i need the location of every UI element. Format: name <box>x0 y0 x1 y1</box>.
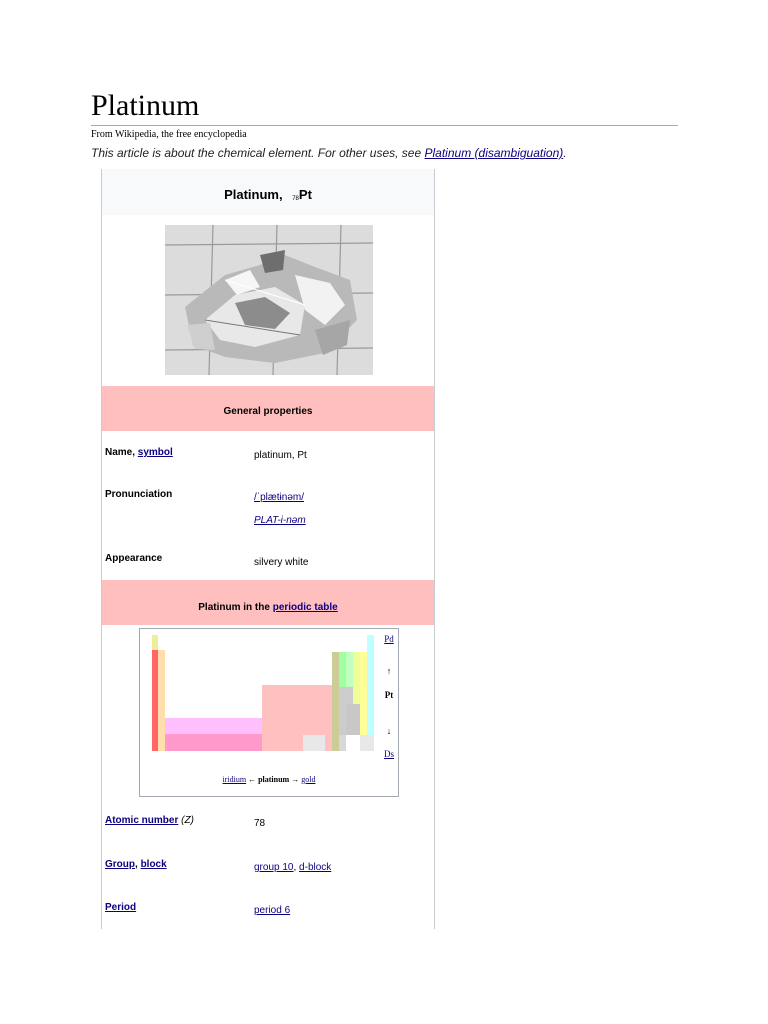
hatnote <box>91 146 567 160</box>
hatnote-period: . <box>563 146 567 160</box>
block-link[interactable]: block <box>140 859 167 870</box>
infobox-title <box>102 169 434 215</box>
from-wikipedia: From Wikipedia, the free encyclopedia <box>91 129 247 140</box>
platinum-photo-image <box>165 225 373 375</box>
arrow-left-icon: ← <box>248 775 257 784</box>
infobox-element-symbol: Pt <box>298 187 312 202</box>
hatnote-text: This article is about the chemical element. For other uses, see <box>91 146 425 160</box>
infobox-element-name: Platinum, <box>224 187 283 202</box>
palladium-link[interactable]: Pd <box>384 634 394 644</box>
pronunciation-ipa-link[interactable]: /ˈplætɨnəm/ <box>254 492 305 503</box>
current-element-symbol: Pt <box>384 690 394 700</box>
periodic-table-link[interactable]: periodic table <box>272 602 338 613</box>
appearance-value: silvery white <box>254 557 309 568</box>
d-block-link[interactable]: d-block <box>299 862 332 873</box>
group-10-link[interactable]: group 10 <box>254 862 294 873</box>
atomic-number-label <box>105 815 194 826</box>
pronunciation-respelling-link[interactable]: PLAT-i-nəm <box>254 515 306 526</box>
periodic-neighbors <box>140 775 398 784</box>
name-label-text: Name, <box>105 447 138 458</box>
general-properties-header: General properties <box>102 386 434 431</box>
pronunciation-label: Pronunciation <box>105 489 173 500</box>
periodic-table-header <box>102 580 434 625</box>
current-element-name: platinum <box>258 775 290 784</box>
appearance-label: Appearance <box>105 553 163 564</box>
arrow-up-icon: ↑ <box>386 666 392 676</box>
period-label <box>105 902 136 913</box>
arrow-down-icon: ↓ <box>386 726 392 736</box>
period-value <box>254 905 290 916</box>
infobox-atomic-number: 78 <box>292 196 299 202</box>
page-title: Platinum <box>91 89 200 122</box>
symbol-link[interactable]: symbol <box>137 447 173 458</box>
group-link[interactable]: Group <box>105 859 135 870</box>
disambiguation-link[interactable]: Platinum (disambiguation) <box>424 146 564 160</box>
iridium-link[interactable]: iridium <box>222 775 247 784</box>
group-block-value: group 10, d-block <box>254 862 332 873</box>
title-divider <box>91 125 678 126</box>
arrow-right-icon: → <box>291 775 300 784</box>
periodic-table-grid <box>140 629 380 769</box>
period-link[interactable]: Period <box>105 902 137 913</box>
gold-link[interactable]: gold <box>301 775 316 784</box>
periodic-table-minimap[interactable] <box>139 628 399 797</box>
atomic-number-value: 78 <box>254 818 266 829</box>
group-block-label: Group, block <box>105 859 167 870</box>
name-symbol-label <box>105 447 173 458</box>
element-infobox <box>101 169 435 929</box>
darmstadtium-link[interactable]: Ds <box>384 749 395 759</box>
period-6-link[interactable]: period 6 <box>254 905 291 916</box>
atomic-number-link[interactable]: Atomic number <box>105 815 179 826</box>
name-symbol-value: platinum, Pt <box>254 450 307 461</box>
platinum-sample-photo[interactable] <box>165 225 373 375</box>
periodic-band-text: Platinum in the <box>198 602 273 613</box>
atomic-number-z: (Z) <box>181 815 194 826</box>
